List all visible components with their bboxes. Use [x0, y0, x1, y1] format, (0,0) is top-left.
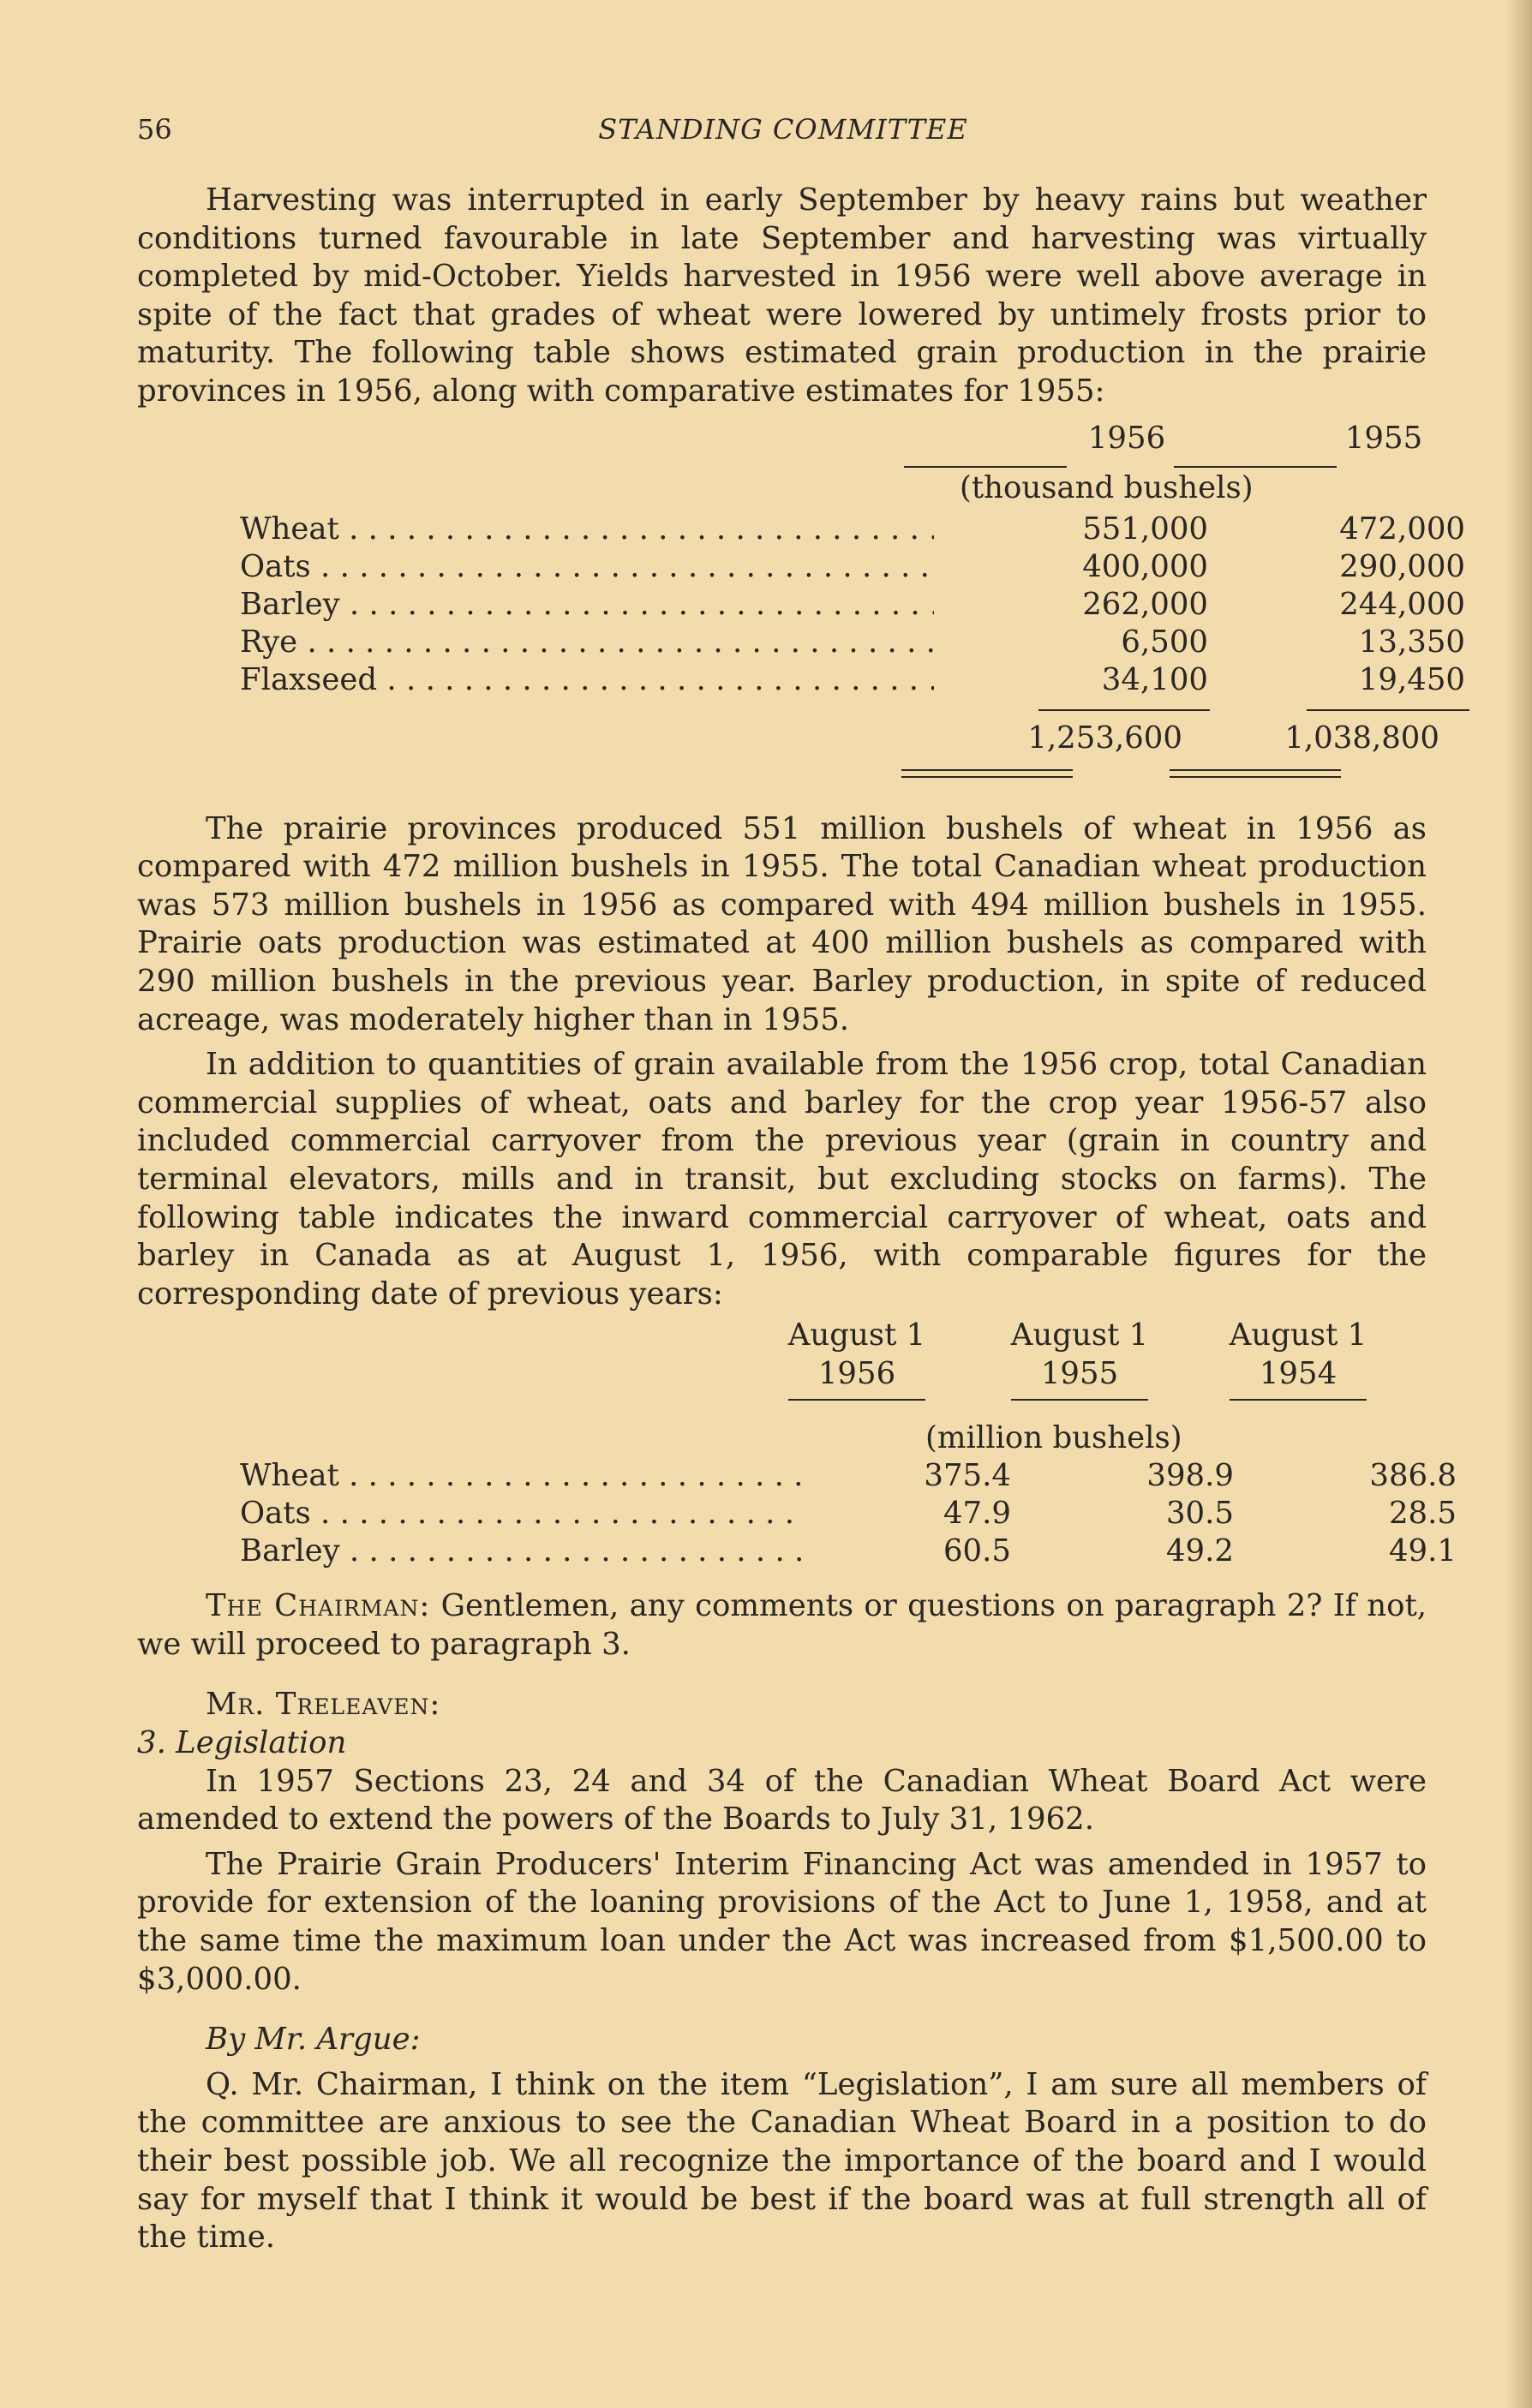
row-label: Wheat . . . — [240, 1457, 805, 1496]
row-label: Oats . . . — [240, 1495, 805, 1533]
value-1955: 13,350 — [1358, 624, 1465, 660]
value-1955: 398.9 — [1146, 1458, 1234, 1494]
row-label: Barley . . . — [240, 586, 934, 624]
table-row — [240, 1533, 1457, 1570]
value-1956: 262,000 — [1082, 586, 1208, 622]
unit-label: (million bushels) — [925, 1420, 1182, 1456]
table-row — [240, 624, 1465, 661]
column-header-1954 — [1204, 1317, 1392, 1393]
header-rule — [788, 1399, 925, 1401]
value-1955: 19,450 — [1358, 661, 1465, 697]
column-header-1955: 1955 — [1344, 420, 1423, 456]
row-label: Barley . . . — [240, 1533, 805, 1571]
page-number: 56 — [137, 113, 172, 146]
column-header-year: 1955 — [1040, 1355, 1119, 1391]
value-1956: 400,000 — [1082, 548, 1208, 584]
carryover-table — [137, 1317, 1457, 1569]
value-1956: 551,000 — [1082, 511, 1208, 547]
double-rule — [901, 769, 1073, 778]
speaker-name: The Chairman: — [206, 1588, 431, 1624]
header-rule — [1174, 466, 1337, 468]
column-header-1956 — [763, 1317, 951, 1393]
column-header-year: 1954 — [1259, 1355, 1338, 1391]
value-1955: 244,000 — [1339, 586, 1465, 622]
paragraph-harvest: Harvesting was interrupted in early September by heavy rains but weather conditions turned favourable in late September and harvesting was virtually completed by mid-October. Yields harvested in 1956 were well above average in spite of the fact that grades of wheat were lowered by untimely frosts prior to maturity. The following table shows estimated grain production in the prairie provinces in 1956, along with comparative estimates for 1955: — [137, 182, 1427, 409]
header-rule — [1011, 1399, 1148, 1401]
paragraph-legislation: In 1957 Sections 23, 24 and 34 of the Canadian Wheat Board Act were amended to extend the powers of the Boards to July 31, 1962. — [137, 1763, 1427, 1837]
double-rule — [1170, 769, 1341, 778]
header-rule — [1230, 1399, 1367, 1401]
paragraph-financing-act: The Prairie Grain Producers' Interim Financing Act was amended in 1957 to provide for extension of the loaning provisions of the Act to June 1, 1958, and at the same time the maximum loan under the Act was increased from $1,500.00 to $3,000.00. — [137, 1846, 1427, 1997]
row-label: Flaxseed . . . — [240, 661, 934, 700]
total-1956: 1,253,600 — [1027, 720, 1182, 756]
value-1954: 28.5 — [1388, 1496, 1457, 1532]
column-header-1956: 1956 — [1087, 420, 1166, 456]
table-row — [240, 586, 1465, 624]
column-header-line: August 1 — [1010, 1318, 1149, 1353]
value-1955: 49.2 — [1165, 1533, 1234, 1569]
value-1956: 34,100 — [1101, 661, 1208, 697]
value-1955: 290,000 — [1339, 548, 1465, 584]
value-1956: 375.4 — [924, 1458, 1011, 1494]
sum-rule — [1307, 709, 1469, 711]
table-row — [240, 661, 1465, 699]
paragraph-production: The prairie provinces produced 551 million bushels of wheat in 1956 as compared with 472 million bushels in 1955. The total Canadian wheat production was 573 million bushels in 1956 as compared with 494 million bushels in 1955. Prairie oats production was estimated at 400 million bushels as compared with 290 million bushels in the previous year. Barley production, in spite of reduced acreage, was moderately higher than in 1955. — [137, 810, 1427, 1037]
chairman-text: Gentlemen, any comments or questions on paragraph 2? If not, we will proceed to paragraph 3. — [137, 1588, 1427, 1662]
column-header-line: August 1 — [787, 1318, 926, 1353]
production-table — [137, 420, 1465, 788]
speaker-treleaven: Mr. Treleaven: — [206, 1687, 441, 1723]
sum-rule — [1038, 709, 1210, 711]
table-row — [240, 511, 1465, 548]
table-total-row — [240, 720, 1439, 757]
table-row — [240, 1495, 1457, 1533]
table-row — [240, 1457, 1457, 1495]
total-1955: 1,038,800 — [1284, 720, 1439, 756]
page-body — [137, 182, 1465, 2257]
table-row — [240, 548, 1465, 586]
row-label: Rye . . . — [240, 624, 934, 662]
value-1955: 30.5 — [1165, 1496, 1234, 1532]
header-rule — [904, 466, 1067, 468]
row-label: Wheat . . . — [240, 511, 934, 549]
value-1954: 386.8 — [1369, 1458, 1457, 1494]
page-edge-shadow — [1506, 0, 1532, 2408]
chairman-remark — [137, 1587, 1427, 1664]
by-line: By Mr. Argue: — [206, 2022, 421, 2058]
row-label: Oats . . . — [240, 548, 934, 587]
question-argue: Q. Mr. Chairman, I think on the item “Legislation”, I am sure all members of the committee are anxious to see the Canadian Wheat Board in a position to do their best possible job. We all recognize the importance of the board and I would say for myself that I think it would be best if the board was at full strength all of the time. — [137, 2066, 1427, 2256]
value-1956: 6,500 — [1121, 624, 1208, 660]
unit-label: (thousand bushels) — [960, 469, 1254, 505]
paragraph-carryover: In addition to quantities of grain available from the 1956 crop, total Canadian commercial supplies of wheat, oats and barley for the crop year 1956-57 also included commercial carryover from the previous year (grain in country and terminal elevators, mills and in transit, but excluding stocks on farms). The following table indicates the inward commercial carryover of wheat, oats and barley in Canada as at August 1, 1956, with comparable figures for the corresponding date of previous years: — [137, 1047, 1427, 1312]
value-1954: 49.1 — [1388, 1533, 1457, 1569]
section-heading: 3. Legislation — [137, 1725, 347, 1761]
column-header-year: 1956 — [817, 1355, 896, 1391]
running-head: STANDING COMMITTEE — [598, 113, 968, 146]
column-header-1955 — [985, 1317, 1174, 1393]
column-header-line: August 1 — [1229, 1318, 1367, 1353]
value-1956: 60.5 — [943, 1533, 1011, 1569]
value-1956: 47.9 — [943, 1496, 1011, 1532]
value-1955: 472,000 — [1339, 511, 1465, 547]
